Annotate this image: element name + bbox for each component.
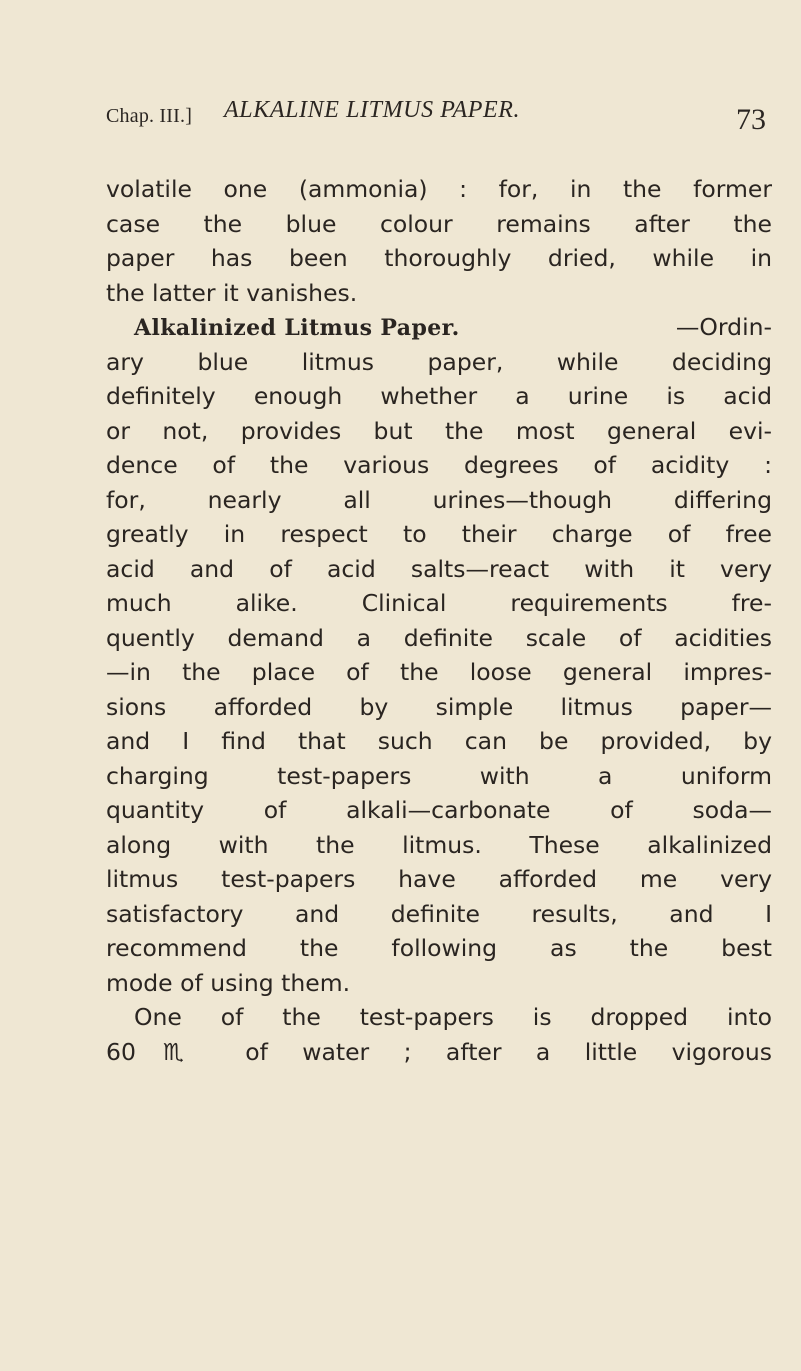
text-line-4: the latter it vanishes. [106, 278, 358, 307]
section-line-5: for, nearly all urines—though differing [106, 485, 772, 514]
section-line-4: dence of the various degrees of acidity : [106, 451, 772, 479]
section-heading-tail: —Ordin- [675, 313, 772, 341]
section-line-13: charging test-papers with a uniform [106, 761, 772, 790]
section-line-7: acid and of acid salts—react with it very [106, 554, 772, 583]
section-line-12: and I find that such can be provided, by [106, 727, 772, 755]
final-line-2: 60♏ of water ; after a little vigorous [106, 1037, 772, 1066]
section-line-15: along with the litmus. These alkalinized [106, 830, 772, 859]
page-number: 73 [736, 103, 766, 136]
section-line-3: or not, provides but the most general evi- [106, 416, 772, 445]
running-title: ALKALINE LITMUS PAPER. [224, 97, 521, 123]
section-line-8: much alike. Clinical requirements fre- [106, 589, 772, 617]
section-line-9: quently demand a definite scale of acidities [106, 623, 772, 652]
section-line-19: mode of using them. [106, 968, 351, 997]
section-line-18: recommend the following as the best [106, 934, 772, 962]
section-line-6: greatly in respect to their charge of free [106, 520, 772, 548]
section-heading: Alkalinized Litmus Paper. [134, 315, 460, 341]
section-line-1: ary blue litmus paper, while deciding [106, 347, 772, 376]
section-line-16: litmus test-papers have afforded me very [106, 865, 772, 893]
page-body [106, 172, 772, 1069]
text-line-1: volatile one (ammonia) : for, in the former [106, 175, 772, 203]
running-header [106, 94, 766, 144]
text-line-3: paper has been thoroughly dried, while in [106, 244, 772, 272]
section-line-2: definitely enough whether a urine is acid [106, 382, 772, 410]
section-line-17: satisfactory and definite results, and I [106, 899, 772, 928]
section-line-10: —in the place of the loose general impres- [106, 658, 772, 686]
text-line-2: case the blue colour remains after the [106, 209, 772, 238]
section-line-11: sions afforded by simple litmus paper— [106, 692, 772, 721]
final-line-1: One of the test-papers is dropped into [134, 1003, 772, 1031]
section-line-14: quantity of alkali—carbonate of soda— [106, 796, 772, 824]
section-heading-line [106, 310, 772, 345]
chapter-reference: Chap. III.] [106, 105, 193, 127]
